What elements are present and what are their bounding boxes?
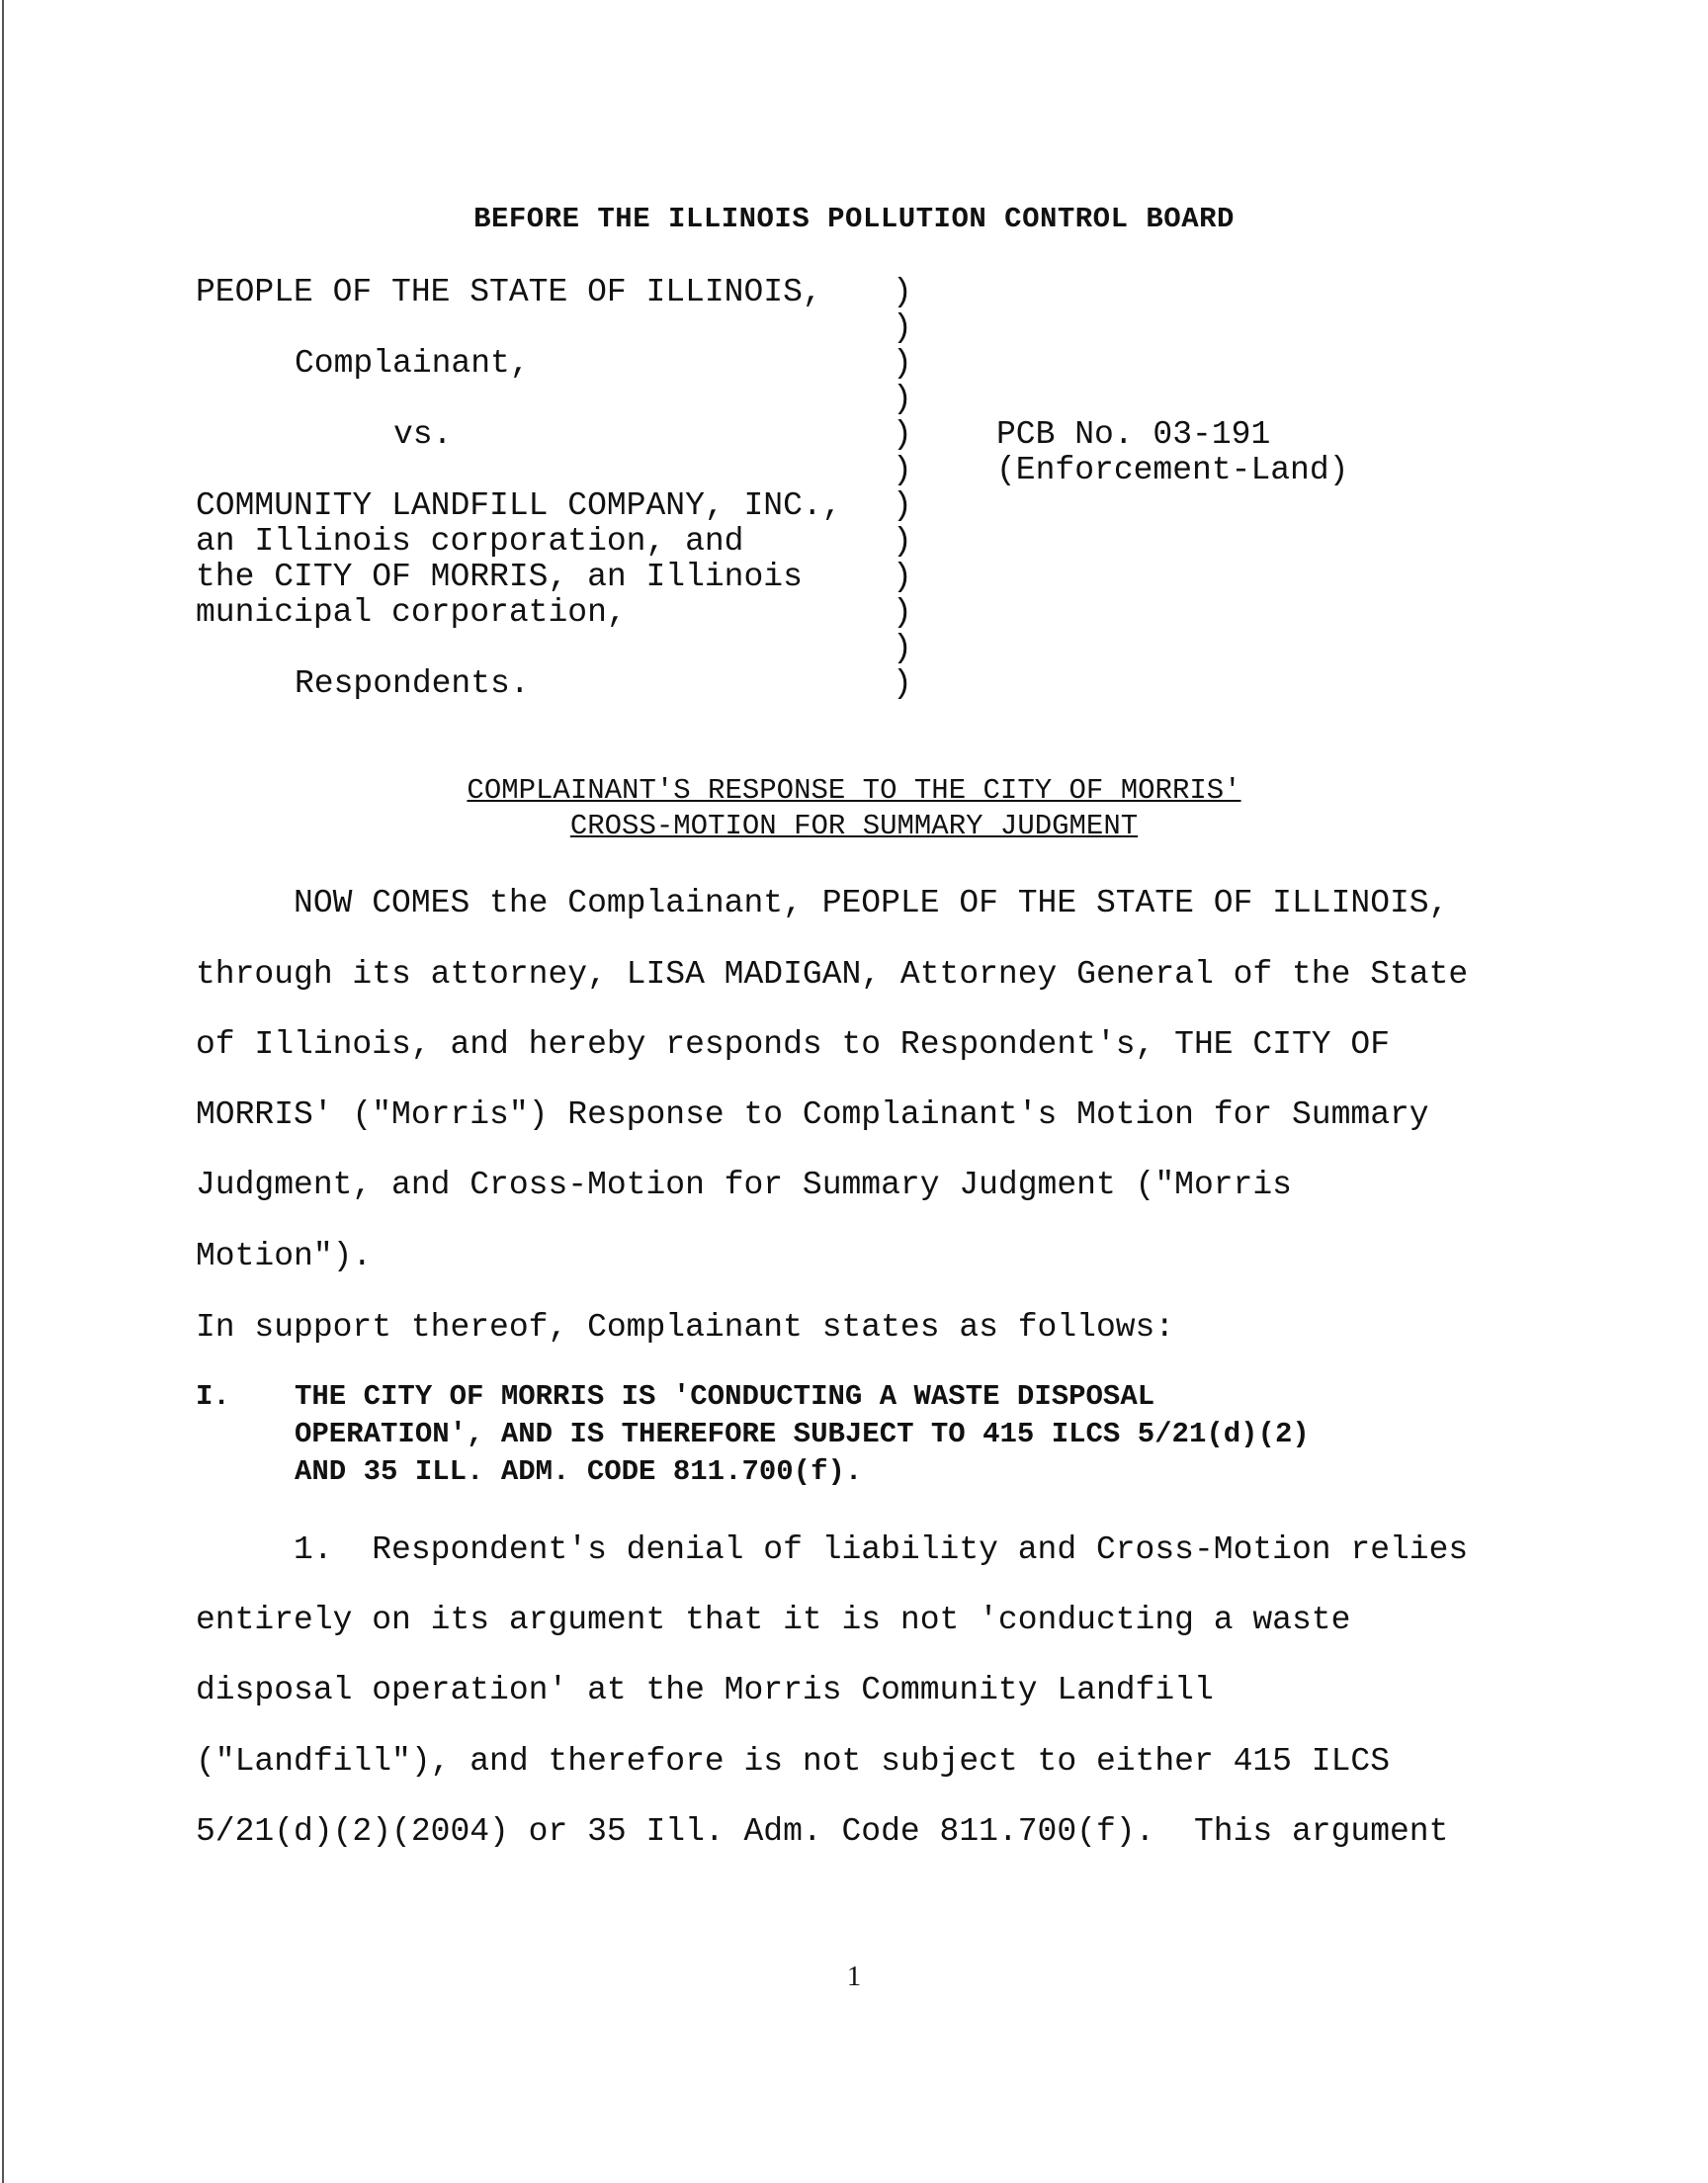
respondent-line: COMMUNITY LANDFILL COMPANY, INC., bbox=[196, 487, 842, 524]
caption-parenthesis: ) bbox=[893, 309, 912, 346]
caption-parenthesis: ) bbox=[893, 559, 912, 595]
caption-parenthesis: ) bbox=[893, 523, 912, 560]
board-title: BEFORE THE ILLINOIS POLLUTION CONTROL BOARD bbox=[473, 203, 1235, 235]
case-number: PCB No. 03-191 bbox=[996, 416, 1271, 453]
motion-title bbox=[0, 773, 1708, 844]
scan-edge-line bbox=[2, 0, 4, 2183]
text-line: 5/21(d)(2)(2004) or 35 Ill. Adm. Code 811.700(f). This argument bbox=[196, 1813, 1449, 1850]
respondent-line: the CITY OF MORRIS, an Illinois bbox=[196, 559, 803, 595]
caption-parenthesis: ) bbox=[893, 487, 912, 524]
complainant-role: Complainant, bbox=[295, 345, 530, 382]
text-line: Motion"). bbox=[196, 1238, 373, 1274]
caption-parenthesis: ) bbox=[893, 594, 912, 631]
case-type: (Enforcement-Land) bbox=[996, 452, 1349, 488]
section-number: I. bbox=[196, 1380, 230, 1413]
caption-parenthesis: ) bbox=[893, 630, 912, 666]
section-heading-line: AND 35 ILL. ADM. CODE 811.700(f). bbox=[295, 1455, 863, 1488]
respondent-line: an Illinois corporation, and bbox=[196, 523, 744, 560]
text-line: of Illinois, and hereby responds to Respondent's, THE CITY OF bbox=[196, 1026, 1390, 1063]
text-line: disposal operation' at the Morris Community Landfill bbox=[196, 1672, 1214, 1708]
text-line: through its attorney, LISA MADIGAN, Attorney General of the State bbox=[196, 956, 1469, 993]
caption-parenthesis: ) bbox=[893, 381, 912, 417]
caption-parenthesis: ) bbox=[893, 665, 912, 702]
section-heading-line: THE CITY OF MORRIS IS 'CONDUCTING A WASTE DISPOSAL bbox=[295, 1380, 1155, 1413]
text-line: MORRIS' ("Morris") Response to Complainant's Motion for Summary bbox=[196, 1096, 1429, 1133]
caption-parenthesis: ) bbox=[893, 416, 912, 453]
caption-parenthesis: ) bbox=[893, 452, 912, 488]
caption-parenthesis: ) bbox=[893, 345, 912, 382]
text-line: NOW COMES the Complainant, PEOPLE OF THE STATE OF ILLINOIS, bbox=[196, 885, 1449, 921]
text-line: entirely on its argument that it is not 'conducting a waste bbox=[196, 1602, 1351, 1638]
text-line: In support thereof, Complainant states as follows: bbox=[196, 1309, 1175, 1346]
text-line: Judgment, and Cross-Motion for Summary Judgment ("Morris bbox=[196, 1167, 1292, 1203]
text-line: ("Landfill"), and therefore is not subject to either 415 ILCS bbox=[196, 1743, 1390, 1780]
respondent-role: Respondents. bbox=[295, 665, 530, 702]
motion-title-line: CROSS-MOTION FOR SUMMARY JUDGMENT bbox=[569, 810, 1139, 842]
respondent-line: municipal corporation, bbox=[196, 594, 627, 631]
text-line: 1. Respondent's denial of liability and Cross-Motion relies bbox=[196, 1531, 1469, 1568]
caption-parenthesis: ) bbox=[893, 274, 912, 310]
complainant-party: PEOPLE OF THE STATE OF ILLINOIS, bbox=[196, 274, 822, 310]
versus-label: vs. bbox=[393, 416, 453, 453]
page-number: 1 bbox=[846, 1961, 862, 1992]
motion-title-line: COMPLAINANT'S RESPONSE TO THE CITY OF MORRIS' bbox=[467, 774, 1241, 807]
section-heading-line: OPERATION', AND IS THEREFORE SUBJECT TO 415 ILCS 5/21(d)(2) bbox=[295, 1418, 1310, 1450]
